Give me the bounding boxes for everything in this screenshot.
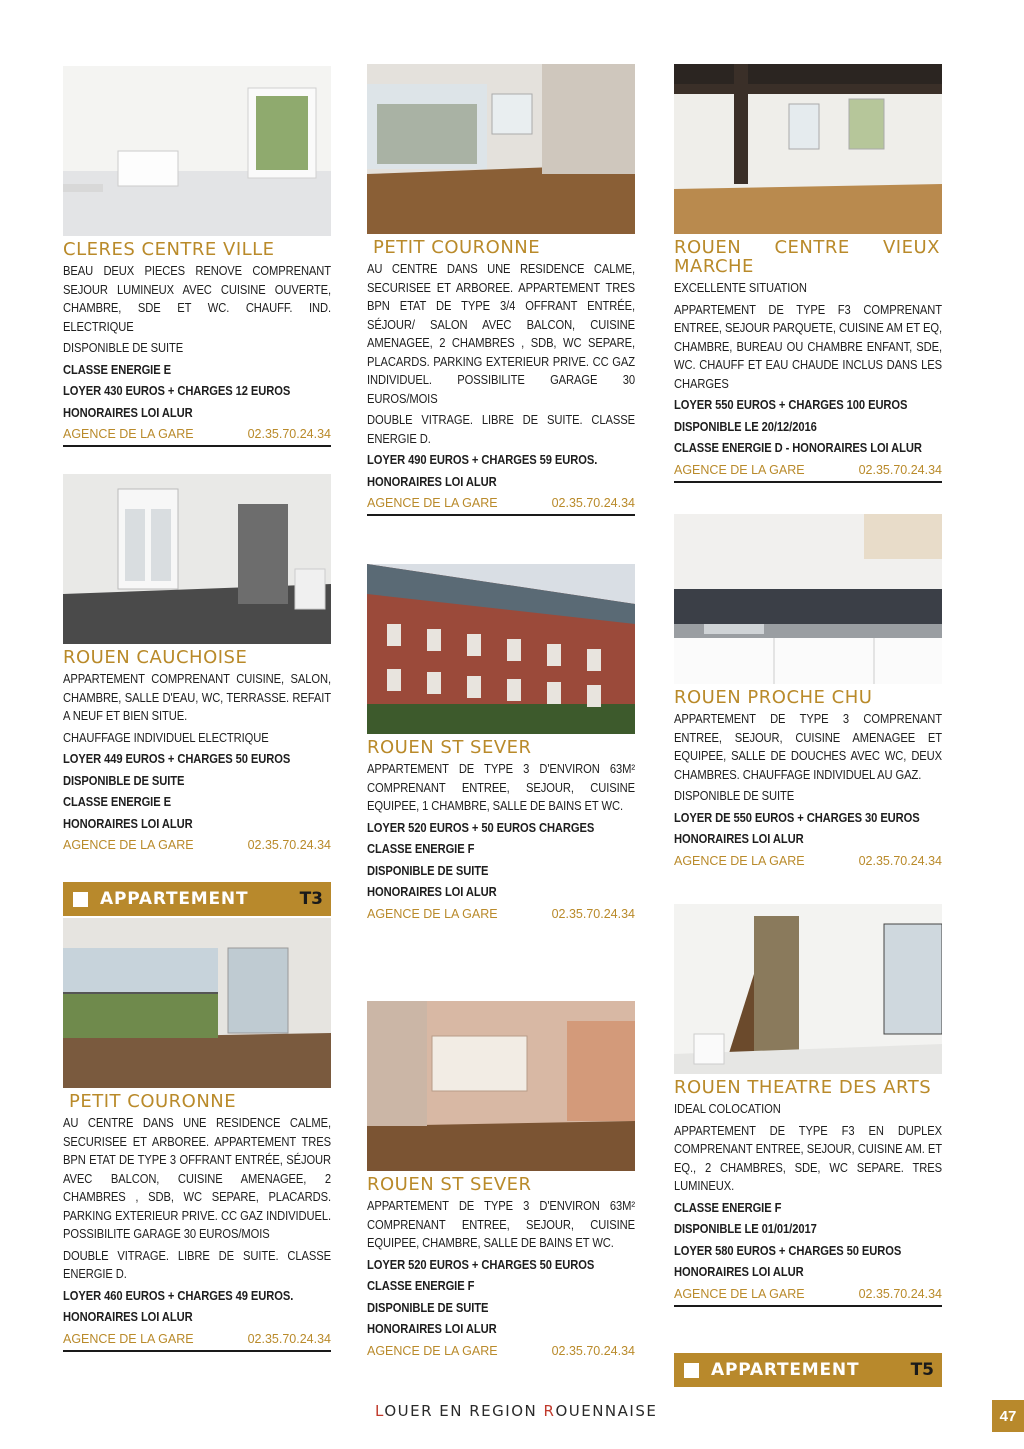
listing-rent: LOYER DE 550 EUROS + CHARGES 30 EUROS [674,809,920,825]
listing-fees: HONORAIRES LOI ALUR [367,473,497,489]
listing-description: APPARTEMENT DE TYPE 3 COMPRENANT ENTREE, SEJOUR, CUISINE AMENAGEE ET EQUIPEE, SALLE DE DOUCHES AVEC WC, DEUX CHAMBRES. CHAUFFAGE INDIVIDUEL AU GAZ. [674,711,943,782]
agency-line [674,1285,942,1307]
listing-highlight: EXCELLENTE SITUATION [674,280,807,295]
listing-title: ROUEN CAUCHOISE [63,647,248,668]
agency-name: AGENCE DE LA GARE [674,853,805,868]
page-number: 47 [992,1400,1024,1432]
listing-card [674,514,942,872]
listing-title: ROUEN PROCHE CHU [674,687,873,708]
listing-rent: LOYER 430 EUROS + CHARGES 12 EUROS [63,383,291,398]
listing-card [63,918,331,1352]
listing-card [367,1001,635,1362]
listing-card [674,904,942,1307]
agency-phone[interactable]: 02.35.70.24.34 [551,906,635,921]
agency-name: AGENCE DE LA GARE [367,906,498,921]
listing-title: PETIT COURONNE [69,1091,237,1112]
listing-rent: LOYER 490 EUROS + CHARGES 59 EUROS. [367,452,598,467]
listing-card [63,474,331,856]
listing-rent: LOYER 580 EUROS + CHARGES 50 EUROS [674,1242,902,1258]
listing-rent: LOYER 550 EUROS + CHARGES 100 EUROS [674,397,908,412]
agency-line [63,1330,331,1352]
listing-availability: DISPONIBLE DE SUITE [367,862,489,878]
listing-rent: LOYER 520 EUROS + CHARGES 50 EUROS [367,1256,595,1272]
listing-photo [367,564,635,734]
listing-energy-class: CLASSE ENERGIE D - HONORAIRES LOI ALUR [674,440,922,455]
listing-details: DOUBLE VITRAGE. LIBRE DE SUITE. CLASSE ENERGIE D. [63,1247,332,1281]
listing-highlight: IDEAL COLOCATION [674,1101,781,1116]
listing-fees: HONORAIRES LOI ALUR [63,815,193,831]
agency-line [63,836,331,856]
listing-rent: LOYER 520 EUROS + 50 EUROS CHARGES [367,819,595,835]
listing-photo [674,514,942,684]
listing-fees: HONORAIRES LOI ALUR [674,831,804,846]
listing-photo [674,64,942,234]
listing-description: BEAU DEUX PIECES RENOVE COMPRENANT SEJOUR LUMINEUX AVEC CUISINE OUVERTE, CHAMBRE, SDE ET WC. CHAUFF. IND. ELECTRIQUE [63,263,332,334]
listing-rent: LOYER 460 EUROS + CHARGES 49 EUROS. [63,1287,294,1303]
listing-card [367,64,635,516]
band-label: APPARTEMENT [711,1360,860,1380]
listing-title: CLERES CENTRE VILLE [63,239,275,260]
page-footer: LOUER EN REGION ROUENNAISE [375,1402,658,1420]
listing-description: AU CENTRE DANS UNE RESIDENCE CALME, SECURISEE ET ARBOREE. APPARTEMENT TRES BPN ETAT DE TYPE 3/4 OFFRANT ENTRÉE, SÉJOUR/ SALON AVEC BALCON, CUISINE AMENAGEE, 2 CHAMBRES , SDB, WC SEPARE, PLACARDS. PARKING EXTERIEUR PRIVE. CC GAZ INDIVIDUEL. POSSIBILITE GARAGE 30 EUROS/MOIS [367,261,636,406]
square-icon [684,1363,699,1378]
listing-energy-class: CLASSE ENERGIE E [63,794,171,809]
listing-title: ROUEN CENTRE VIEUX MARCHE [674,237,940,277]
band-type: T3 [299,889,323,909]
listing-energy-class: CLASSE ENERGIE F [367,841,475,856]
listing-photo [367,64,635,234]
listing-card [367,564,635,925]
agency-phone[interactable]: 02.35.70.24.34 [858,1286,942,1301]
agency-phone[interactable]: 02.35.70.24.34 [247,1331,331,1346]
listing-title: ROUEN ST SEVER [367,1174,532,1195]
listing-description: AU CENTRE DANS UNE RESIDENCE CALME, SECURISEE ET ARBOREE. APPARTEMENT TRES BPN ETAT DE TYPE 3 OFFRANT ENTRÉE, SÉJOUR AVEC BALCON, CUISINE AMENAGEE, 2 CHAMBRES , SDB, WC SEPARE, PLACARDS. PARKING EXTERIEUR PRIVE. CC GAZ INDIVIDUEL. POSSIBILITE GARAGE 30 EUROS/MOIS [63,1115,332,1241]
agency-phone[interactable]: 02.35.70.24.34 [858,853,942,868]
listing-energy-class: CLASSE ENERGIE F [367,1278,475,1293]
band-type: T5 [910,1360,934,1380]
listing-card [63,66,331,447]
agency-name: AGENCE DE LA GARE [63,1331,194,1346]
agency-line [367,905,635,925]
listing-fees: HONORAIRES LOI ALUR [63,404,193,420]
agency-phone[interactable]: 02.35.70.24.34 [551,1343,635,1358]
listing-fees: HONORAIRES LOI ALUR [63,1309,193,1324]
listing-rent: LOYER 449 EUROS + CHARGES 50 EUROS [63,751,291,766]
listing-availability: DISPONIBLE DE SUITE [674,788,795,803]
listing-fees: HONORAIRES LOI ALUR [367,884,497,899]
agency-line [63,425,331,447]
listing-photo [63,474,331,644]
listing-fees: HONORAIRES LOI ALUR [367,1321,497,1336]
listing-photo [674,904,942,1074]
category-band [674,1353,942,1387]
band-label: APPARTEMENT [100,889,249,909]
agency-name: AGENCE DE LA GARE [63,427,194,441]
listing-photo [63,66,331,236]
listing-title: ROUEN ST SEVER [367,737,532,758]
agency-line [674,852,942,872]
agency-phone[interactable]: 02.35.70.24.34 [247,427,331,441]
listing-details: DOUBLE VITRAGE. LIBRE DE SUITE. CLASSE ENERGIE D. [367,412,636,446]
listing-availability: DISPONIBLE LE 01/01/2017 [674,1221,817,1236]
agency-name: AGENCE DE LA GARE [367,496,498,510]
listing-energy-class: CLASSE ENERGIE F [674,1199,782,1215]
listing-photo [367,1001,635,1171]
listing-title: ROUEN THEATRE DES ARTS [674,1077,932,1098]
agency-name: AGENCE DE LA GARE [674,462,805,477]
agency-phone[interactable]: 02.35.70.24.34 [551,496,635,510]
listing-energy-class: CLASSE ENERGIE E [63,361,171,377]
listing-title: PETIT COURONNE [373,237,541,258]
agency-phone[interactable]: 02.35.70.24.34 [858,462,942,477]
agency-name: AGENCE DE LA GARE [674,1286,805,1301]
listing-description: APPARTEMENT COMPRENANT CUISINE, SALON, CHAMBRE, SALLE D'EAU, WC, TERRASSE. REFAIT A NEUF ET BIEN SITUE. [63,671,332,723]
listing-description: APPARTEMENT DE TYPE 3 D'ENVIRON 63M² COMPRENANT ENTREE, SEJOUR, CUISINE EQUIPEE, CHAMBRE, SALLE DE BAINS ET WC. [367,1198,636,1250]
listing-fees: HONORAIRES LOI ALUR [674,1264,804,1279]
listing-availability: DISPONIBLE DE SUITE [367,1299,489,1315]
agency-line [367,1342,635,1362]
listing-description: APPARTEMENT DE TYPE F3 COMPRENANT ENTREE, SEJOUR PARQUETE, CUISINE AM ET EQ, CHAMBRE, BUREAU OU CHAMBRE ENFANT, SDE, WC. CHAUFF ET EAU CHAUDE INCLUS DANS LES CHARGES [674,301,943,391]
listing-photo [63,918,331,1088]
listing-description: APPARTEMENT DE TYPE 3 D'ENVIRON 63M² COMPRENANT ENTREE, SEJOUR, CUISINE EQUIPEE, 1 CHAMBRE, SALLE DE BAINS ET WC. [367,761,636,813]
agency-phone[interactable]: 02.35.70.24.34 [247,838,331,852]
listing-availability: DISPONIBLE LE 20/12/2016 [674,418,817,434]
listing-card [674,64,942,483]
agency-line [674,461,942,483]
agency-line [367,494,635,516]
listing-description: APPARTEMENT DE TYPE F3 EN DUPLEX COMPRENANT ENTREE, SEJOUR, CUISINE AM. ET EQ., 2 CHAMBRES, SDE, WC SEPARE. TRES LUMINEUX. [674,1122,943,1193]
agency-name: AGENCE DE LA GARE [63,838,194,852]
listing-availability: DISPONIBLE DE SUITE [63,772,185,788]
category-band [63,882,331,916]
listing-heating: CHAUFFAGE INDIVIDUEL ELECTRIQUE [63,729,269,745]
square-icon [73,892,88,907]
agency-name: AGENCE DE LA GARE [367,1343,498,1358]
listing-availability: DISPONIBLE DE SUITE [63,340,184,355]
